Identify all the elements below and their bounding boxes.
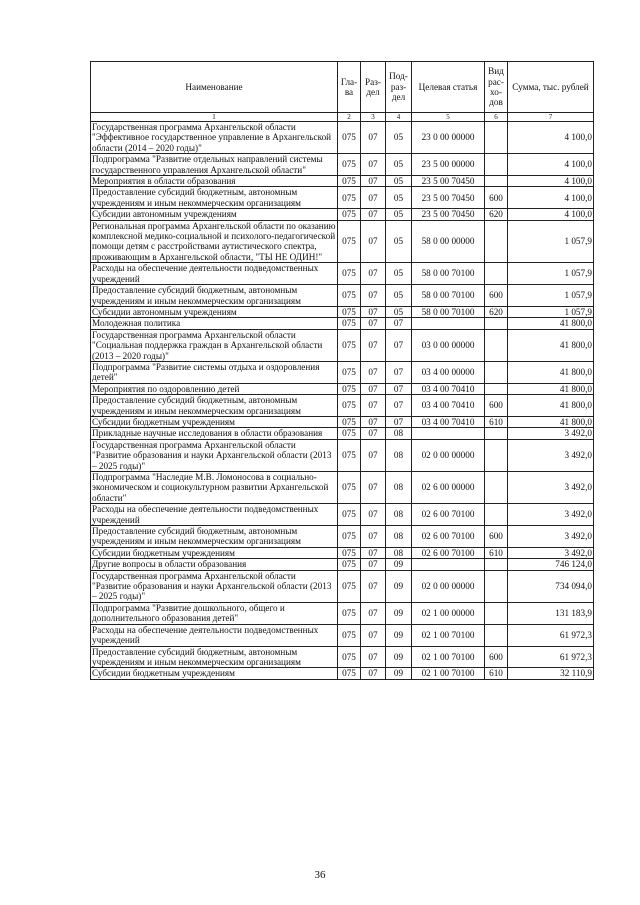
row-target: 23 5 00 70450 bbox=[412, 176, 485, 187]
row-name: Подпрограмма "Наследие М.В. Ломоносова в социально-экономическом и социокультурном развитии Архангельской области" bbox=[91, 472, 338, 504]
row-section: 07 bbox=[361, 439, 386, 471]
row-subsection: 07 bbox=[386, 395, 412, 417]
row-section: 07 bbox=[361, 395, 386, 417]
row-subsection: 05 bbox=[386, 263, 412, 285]
row-section: 07 bbox=[361, 383, 386, 394]
row-amount: 41 800,0 bbox=[508, 383, 594, 394]
row-subsection: 05 bbox=[386, 306, 412, 317]
header-section: Раз-дел bbox=[361, 62, 386, 113]
page-number: 36 bbox=[314, 869, 326, 881]
row-expense-type: 610 bbox=[485, 668, 508, 679]
row-expense-type bbox=[485, 361, 508, 383]
row-target: 23 5 00 00000 bbox=[412, 154, 485, 176]
row-expense-type: 600 bbox=[485, 187, 508, 209]
row-expense-type bbox=[485, 154, 508, 176]
row-section: 07 bbox=[361, 209, 386, 220]
row-subsection: 09 bbox=[386, 559, 412, 570]
row-chapter: 075 bbox=[338, 559, 361, 570]
row-amount: 3 492,0 bbox=[508, 504, 594, 526]
row-name: Предоставление субсидий бюджетным, автономным учреждениям и иным некоммерческим организациям bbox=[91, 187, 338, 209]
row-subsection: 08 bbox=[386, 526, 412, 548]
row-name: Подпрограмма "Развитие дошкольного, общего и дополнительного образования детей" bbox=[91, 602, 338, 624]
row-subsection: 05 bbox=[386, 187, 412, 209]
row-section: 07 bbox=[361, 263, 386, 285]
table-row bbox=[91, 428, 594, 439]
row-chapter: 075 bbox=[338, 416, 361, 427]
header-target: Целевая статья bbox=[412, 62, 485, 113]
row-target bbox=[412, 428, 485, 439]
row-section: 07 bbox=[361, 570, 386, 602]
row-name: Подпрограмма "Развитие системы отдыха и оздоровления детей" bbox=[91, 361, 338, 383]
header-chapter: Гла-ва bbox=[338, 62, 361, 113]
row-amount: 3 492,0 bbox=[508, 526, 594, 548]
table-row bbox=[91, 154, 594, 176]
row-target: 02 1 00 70100 bbox=[412, 668, 485, 679]
row-chapter: 075 bbox=[338, 547, 361, 558]
row-subsection: 05 bbox=[386, 209, 412, 220]
column-number: 4 bbox=[386, 113, 412, 122]
row-amount: 131 183,9 bbox=[508, 602, 594, 624]
row-target: 02 1 00 70100 bbox=[412, 646, 485, 668]
table-row bbox=[91, 559, 594, 570]
row-amount: 4 100,0 bbox=[508, 176, 594, 187]
row-name: Прикладные научные исследования в области образования bbox=[91, 428, 338, 439]
row-section: 07 bbox=[361, 176, 386, 187]
row-amount: 1 057,9 bbox=[508, 220, 594, 263]
row-subsection: 07 bbox=[386, 416, 412, 427]
table-row bbox=[91, 602, 594, 624]
row-target: 02 1 00 70100 bbox=[412, 624, 485, 646]
row-amount: 41 800,0 bbox=[508, 395, 594, 417]
row-chapter: 075 bbox=[338, 668, 361, 679]
row-target: 03 4 00 70410 bbox=[412, 395, 485, 417]
row-section: 07 bbox=[361, 187, 386, 209]
header-expense-type: Вид рас-хо-дов bbox=[485, 62, 508, 113]
row-section: 07 bbox=[361, 329, 386, 361]
row-name: Субсидии бюджетным учреждениям bbox=[91, 668, 338, 679]
row-chapter: 075 bbox=[338, 187, 361, 209]
row-chapter: 075 bbox=[338, 122, 361, 154]
row-chapter: 075 bbox=[338, 504, 361, 526]
row-expense-type bbox=[485, 122, 508, 154]
row-chapter: 075 bbox=[338, 306, 361, 317]
row-section: 07 bbox=[361, 220, 386, 263]
row-name: Государственная программа Архангельской области "Развитие образования и науки Архангельской области (2013 – 2025 годы)" bbox=[91, 570, 338, 602]
row-section: 07 bbox=[361, 504, 386, 526]
row-amount: 3 492,0 bbox=[508, 428, 594, 439]
table-row bbox=[91, 220, 594, 263]
row-expense-type: 610 bbox=[485, 547, 508, 558]
row-subsection: 05 bbox=[386, 176, 412, 187]
table-row bbox=[91, 472, 594, 504]
header-subsection: Под-раз-дел bbox=[386, 62, 412, 113]
row-name: Подпрограмма "Развитие отдельных направлений системы государственного управления Архангельской области" bbox=[91, 154, 338, 176]
table-row bbox=[91, 646, 594, 668]
table-row bbox=[91, 209, 594, 220]
row-section: 07 bbox=[361, 559, 386, 570]
row-subsection: 09 bbox=[386, 646, 412, 668]
row-amount: 1 057,9 bbox=[508, 285, 594, 307]
row-expense-type bbox=[485, 439, 508, 471]
row-expense-type bbox=[485, 570, 508, 602]
row-target: 02 1 00 00000 bbox=[412, 602, 485, 624]
row-name: Мероприятия в области образования bbox=[91, 176, 338, 187]
row-chapter: 075 bbox=[338, 646, 361, 668]
row-name: Предоставление субсидий бюджетным, автономным учреждениям и иным некоммерческим организациям bbox=[91, 395, 338, 417]
row-chapter: 075 bbox=[338, 570, 361, 602]
row-section: 07 bbox=[361, 624, 386, 646]
row-section: 07 bbox=[361, 646, 386, 668]
row-amount: 41 800,0 bbox=[508, 318, 594, 329]
row-name: Молодежная политика bbox=[91, 318, 338, 329]
row-subsection: 05 bbox=[386, 285, 412, 307]
row-target: 02 6 00 00000 bbox=[412, 472, 485, 504]
row-chapter: 075 bbox=[338, 383, 361, 394]
row-name: Расходы на обеспечение деятельности подведомственных учреждений bbox=[91, 504, 338, 526]
row-expense-type bbox=[485, 504, 508, 526]
row-chapter: 075 bbox=[338, 526, 361, 548]
row-name: Предоставление субсидий бюджетным, автономным учреждениям и иным некоммерческим организациям bbox=[91, 526, 338, 548]
row-expense-type: 600 bbox=[485, 646, 508, 668]
column-number-row bbox=[91, 113, 594, 122]
row-expense-type bbox=[485, 624, 508, 646]
row-name: Субсидии автономным учреждениям bbox=[91, 209, 338, 220]
row-amount: 4 100,0 bbox=[508, 187, 594, 209]
row-target bbox=[412, 559, 485, 570]
row-target: 58 0 00 70100 bbox=[412, 306, 485, 317]
row-expense-type: 610 bbox=[485, 416, 508, 427]
row-expense-type bbox=[485, 428, 508, 439]
row-subsection: 08 bbox=[386, 428, 412, 439]
row-chapter: 075 bbox=[338, 602, 361, 624]
row-target bbox=[412, 318, 485, 329]
row-name: Мероприятия по оздоровлению детей bbox=[91, 383, 338, 394]
table-body bbox=[91, 122, 594, 680]
row-target: 23 5 00 70450 bbox=[412, 187, 485, 209]
table-row bbox=[91, 318, 594, 329]
table-row bbox=[91, 668, 594, 679]
row-name: Расходы на обеспечение деятельности подведомственных учреждений bbox=[91, 624, 338, 646]
row-expense-type: 600 bbox=[485, 395, 508, 417]
column-number: 3 bbox=[361, 113, 386, 122]
row-section: 07 bbox=[361, 547, 386, 558]
table-row bbox=[91, 306, 594, 317]
row-target: 02 0 00 00000 bbox=[412, 439, 485, 471]
table-row bbox=[91, 395, 594, 417]
row-chapter: 075 bbox=[338, 154, 361, 176]
table-row bbox=[91, 624, 594, 646]
row-chapter: 075 bbox=[338, 395, 361, 417]
column-number: 1 bbox=[91, 113, 338, 122]
row-section: 07 bbox=[361, 416, 386, 427]
row-target: 23 5 00 70450 bbox=[412, 209, 485, 220]
row-section: 07 bbox=[361, 428, 386, 439]
row-subsection: 09 bbox=[386, 602, 412, 624]
row-chapter: 075 bbox=[338, 209, 361, 220]
table-row bbox=[91, 176, 594, 187]
row-amount: 3 492,0 bbox=[508, 547, 594, 558]
row-amount: 4 100,0 bbox=[508, 154, 594, 176]
row-name: Государственная программа Архангельской области "Эффективное государственное управление в Архангельской области (2014 – 2020 годы)" bbox=[91, 122, 338, 154]
column-number: 5 bbox=[412, 113, 485, 122]
row-name: Субсидии автономным учреждениям bbox=[91, 306, 338, 317]
row-expense-type bbox=[485, 472, 508, 504]
row-amount: 41 800,0 bbox=[508, 416, 594, 427]
table-row bbox=[91, 361, 594, 383]
row-section: 07 bbox=[361, 122, 386, 154]
row-subsection: 05 bbox=[386, 154, 412, 176]
row-chapter: 075 bbox=[338, 285, 361, 307]
header-amount: Сумма, тыс. рублей bbox=[508, 62, 594, 113]
row-amount: 3 492,0 bbox=[508, 472, 594, 504]
header-name: Наименование bbox=[91, 62, 338, 113]
row-amount: 746 124,0 bbox=[508, 559, 594, 570]
column-number: 7 bbox=[508, 113, 594, 122]
row-subsection: 07 bbox=[386, 318, 412, 329]
row-amount: 4 100,0 bbox=[508, 122, 594, 154]
row-expense-type: 620 bbox=[485, 306, 508, 317]
table-row bbox=[91, 570, 594, 602]
table-row bbox=[91, 439, 594, 471]
row-name: Региональная программа Архангельской области по оказанию комплексной медико-социальной и психолого-педагогической помощи детям с расстройствами аутистического спектра, проживающим в Архангельской области, "ТЫ НЕ ОДИН!" bbox=[92, 220, 336, 262]
row-subsection: 08 bbox=[386, 439, 412, 471]
table-row bbox=[91, 416, 594, 427]
table-header-row bbox=[91, 62, 594, 113]
row-subsection: 08 bbox=[386, 547, 412, 558]
row-subsection: 09 bbox=[386, 624, 412, 646]
row-target: 58 0 00 70100 bbox=[412, 285, 485, 307]
row-section: 07 bbox=[361, 154, 386, 176]
row-chapter: 075 bbox=[338, 439, 361, 471]
row-section: 07 bbox=[361, 361, 386, 383]
row-expense-type: 600 bbox=[485, 285, 508, 307]
row-target: 02 6 00 70100 bbox=[412, 504, 485, 526]
row-target: 02 0 00 00000 bbox=[412, 570, 485, 602]
row-target: 23 0 00 00000 bbox=[412, 122, 485, 154]
table-row bbox=[91, 547, 594, 558]
row-section: 07 bbox=[361, 602, 386, 624]
row-expense-type bbox=[485, 329, 508, 361]
table-row bbox=[91, 329, 594, 361]
row-target: 02 6 00 70100 bbox=[412, 526, 485, 548]
row-amount: 734 094,0 bbox=[508, 570, 594, 602]
row-amount: 32 110,9 bbox=[508, 668, 594, 679]
row-target: 03 4 00 70410 bbox=[412, 383, 485, 394]
row-subsection: 08 bbox=[386, 504, 412, 526]
budget-table bbox=[90, 61, 594, 680]
row-chapter: 075 bbox=[338, 428, 361, 439]
row-section: 07 bbox=[361, 306, 386, 317]
row-subsection: 09 bbox=[386, 570, 412, 602]
row-subsection: 05 bbox=[386, 220, 412, 263]
row-chapter: 075 bbox=[338, 220, 361, 263]
row-chapter: 075 bbox=[338, 361, 361, 383]
row-section: 07 bbox=[361, 668, 386, 679]
row-subsection: 09 bbox=[386, 668, 412, 679]
row-chapter: 075 bbox=[338, 472, 361, 504]
row-chapter: 075 bbox=[338, 263, 361, 285]
row-section: 07 bbox=[361, 526, 386, 548]
row-name: Расходы на обеспечение деятельности подведомственных учреждений bbox=[91, 263, 338, 285]
row-expense-type: 620 bbox=[485, 209, 508, 220]
row-section: 07 bbox=[361, 285, 386, 307]
row-section: 07 bbox=[361, 472, 386, 504]
row-expense-type bbox=[485, 263, 508, 285]
row-subsection: 08 bbox=[386, 472, 412, 504]
column-number: 6 bbox=[485, 113, 508, 122]
row-chapter: 075 bbox=[338, 176, 361, 187]
row-name: Субсидии бюджетным учреждениям bbox=[91, 416, 338, 427]
row-amount: 1 057,9 bbox=[508, 306, 594, 317]
row-name: Государственная программа Архангельской области "Развитие образования и науки Архангельской области (2013 – 2025 годы)" bbox=[91, 439, 338, 471]
row-section: 07 bbox=[361, 318, 386, 329]
row-expense-type bbox=[485, 602, 508, 624]
row-target: 58 0 00 00000 bbox=[412, 220, 485, 263]
row-name: Предоставление субсидий бюджетным, автономным учреждениям и иным некоммерческим организациям bbox=[91, 285, 338, 307]
row-name: Другие вопросы в области образования bbox=[91, 559, 338, 570]
row-subsection: 07 bbox=[386, 361, 412, 383]
row-expense-type: 600 bbox=[485, 526, 508, 548]
row-target: 02 6 00 70100 bbox=[412, 547, 485, 558]
row-expense-type bbox=[485, 318, 508, 329]
column-number: 2 bbox=[338, 113, 361, 122]
row-amount: 3 492,0 bbox=[508, 439, 594, 471]
table-row bbox=[91, 504, 594, 526]
row-name: Государственная программа Архангельской области "Социальная поддержка граждан в Архангельской области (2013 – 2020 годы)" bbox=[91, 329, 338, 361]
row-subsection: 07 bbox=[386, 329, 412, 361]
table-row bbox=[91, 263, 594, 285]
row-amount: 61 972,3 bbox=[508, 646, 594, 668]
row-amount: 61 972,3 bbox=[508, 624, 594, 646]
table-row bbox=[91, 383, 594, 394]
row-amount: 4 100,0 bbox=[508, 209, 594, 220]
table-row bbox=[91, 187, 594, 209]
row-target: 03 4 00 00000 bbox=[412, 361, 485, 383]
row-expense-type bbox=[485, 220, 508, 263]
row-amount: 1 057,9 bbox=[508, 263, 594, 285]
row-subsection: 07 bbox=[386, 383, 412, 394]
row-chapter: 075 bbox=[338, 624, 361, 646]
row-target: 03 0 00 00000 bbox=[412, 329, 485, 361]
row-chapter: 075 bbox=[338, 329, 361, 361]
row-target: 03 4 00 70410 bbox=[412, 416, 485, 427]
row-expense-type bbox=[485, 559, 508, 570]
row-expense-type bbox=[485, 176, 508, 187]
row-chapter: 075 bbox=[338, 318, 361, 329]
table-row bbox=[91, 526, 594, 548]
row-expense-type bbox=[485, 383, 508, 394]
row-amount: 41 800,0 bbox=[508, 329, 594, 361]
row-name: Предоставление субсидий бюджетным, автономным учреждениям и иным некоммерческим организациям bbox=[91, 646, 338, 668]
row-name: Субсидии бюджетным учреждениям bbox=[91, 547, 338, 558]
row-amount: 41 800,0 bbox=[508, 361, 594, 383]
row-target: 58 0 00 70100 bbox=[412, 263, 485, 285]
table-row bbox=[91, 122, 594, 154]
row-subsection: 05 bbox=[386, 122, 412, 154]
table-row bbox=[91, 285, 594, 307]
